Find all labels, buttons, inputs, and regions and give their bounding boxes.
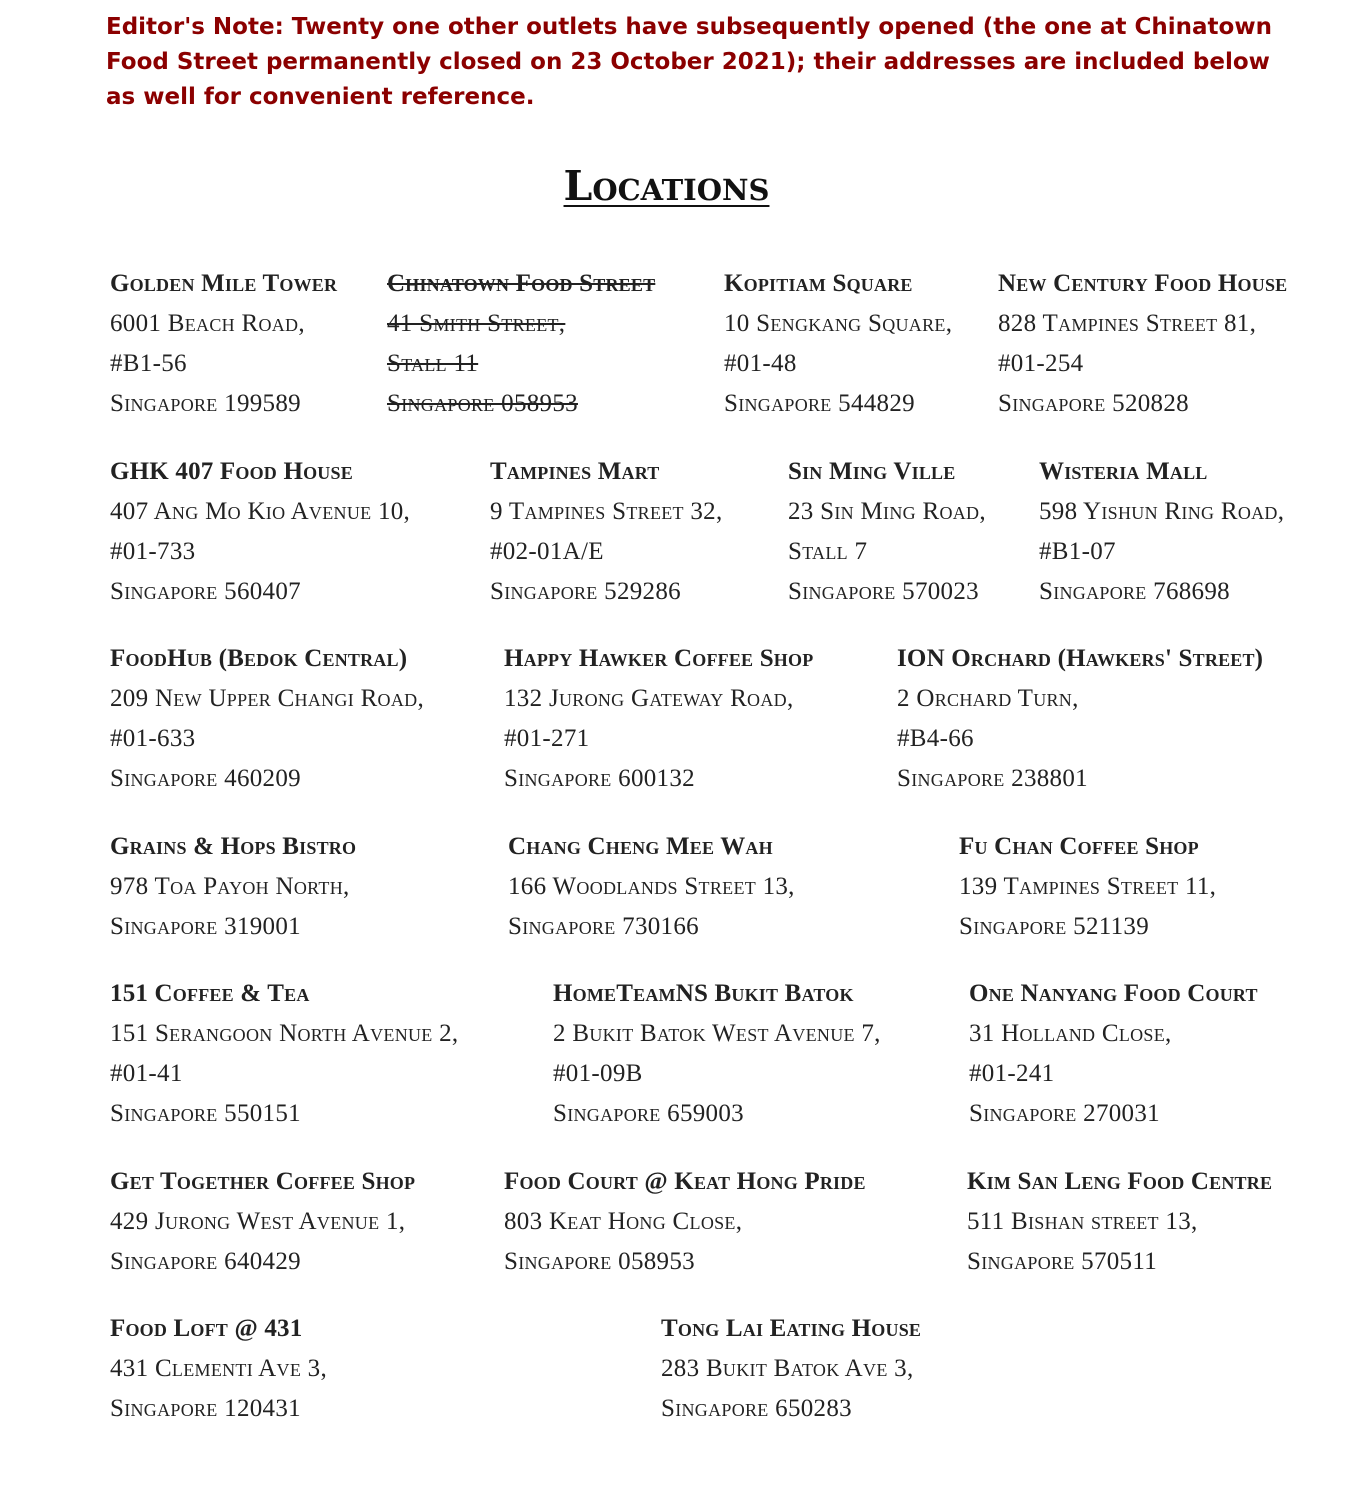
location-tampines-mart bbox=[490, 452, 723, 612]
location-name: Food Loft @ 431 bbox=[110, 1315, 303, 1342]
location-unit-line: #01-633 bbox=[110, 725, 196, 752]
location-address-line: 598 Yishun Ring Road, bbox=[1039, 498, 1285, 525]
location-postal-line: Singapore 270031 bbox=[969, 1100, 1160, 1127]
location-grains-hops-bistro bbox=[110, 827, 356, 947]
location-address-line: 41 Smith Street, bbox=[387, 310, 566, 337]
location-chinatown-food-street bbox=[387, 264, 655, 424]
location-name: FoodHub (Bedok Central) bbox=[110, 645, 408, 672]
location-address-line: 978 Toa Payoh North, bbox=[110, 873, 350, 900]
location-name: Chang Cheng Mee Wah bbox=[508, 833, 773, 860]
location-address-line: 511 Bishan street 13, bbox=[967, 1208, 1198, 1235]
location-postal-line: Singapore 460209 bbox=[110, 765, 301, 792]
locations-heading-text: Locations bbox=[563, 162, 770, 210]
location-fu-chan-coffee-shop bbox=[959, 827, 1216, 947]
location-postal-line: Singapore 570023 bbox=[788, 578, 979, 605]
location-name: Get Together Coffee Shop bbox=[110, 1168, 416, 1195]
location-name: Sin Ming Ville bbox=[788, 458, 956, 485]
location-name: Grains & Hops Bistro bbox=[110, 833, 357, 860]
location-kopitiam-square bbox=[724, 264, 952, 424]
location-postal-line: Singapore 058953 bbox=[387, 390, 578, 417]
location-postal-line: Singapore 560407 bbox=[110, 578, 301, 605]
location-address-line: 151 Serangoon North Avenue 2, bbox=[110, 1020, 459, 1047]
location-name: Happy Hawker Coffee Shop bbox=[504, 645, 814, 672]
location-unit-line: #01-254 bbox=[998, 350, 1084, 377]
location-name: Tong Lai Eating House bbox=[661, 1315, 922, 1342]
location-postal-line: Singapore 058953 bbox=[504, 1248, 695, 1275]
location-ion-orchard bbox=[897, 639, 1263, 799]
location-chang-cheng-mee-wah bbox=[508, 827, 795, 947]
location-postal-line: Singapore 650283 bbox=[661, 1395, 852, 1422]
location-postal-line: Singapore 199589 bbox=[110, 390, 301, 417]
location-unit-line: #01-241 bbox=[969, 1060, 1055, 1087]
location-postal-line: Singapore 550151 bbox=[110, 1100, 301, 1127]
location-unit-line: Stall 7 bbox=[788, 538, 868, 565]
location-unit-line: #01-41 bbox=[110, 1060, 183, 1087]
location-name: Food Court @ Keat Hong Pride bbox=[504, 1168, 866, 1195]
location-name: HomeTeamNS Bukit Batok bbox=[553, 980, 854, 1007]
location-postal-line: Singapore 730166 bbox=[508, 913, 699, 940]
location-postal-line: Singapore 120431 bbox=[110, 1395, 301, 1422]
location-unit-line: #01-48 bbox=[724, 350, 797, 377]
location-hometeamns-bukit-batok bbox=[553, 974, 881, 1134]
location-address-line: 6001 Beach Road, bbox=[110, 310, 305, 337]
location-address-line: 166 Woodlands Street 13, bbox=[508, 873, 795, 900]
location-address-line: 429 Jurong West Avenue 1, bbox=[110, 1208, 406, 1235]
location-unit-line: #B4-66 bbox=[897, 725, 974, 752]
location-name: Wisteria Mall bbox=[1039, 458, 1208, 485]
location-postal-line: Singapore 640429 bbox=[110, 1248, 301, 1275]
location-postal-line: Singapore 600132 bbox=[504, 765, 695, 792]
location-postal-line: Singapore 521139 bbox=[959, 913, 1150, 940]
location-unit-line: #B1-56 bbox=[110, 350, 187, 377]
location-name: 151 Coffee & Tea bbox=[110, 980, 310, 1007]
location-unit-line: #01-09B bbox=[553, 1060, 643, 1087]
location-postal-line: Singapore 238801 bbox=[897, 765, 1088, 792]
location-unit-line: #02-01A/E bbox=[490, 538, 604, 565]
location-postal-line: Singapore 659003 bbox=[553, 1100, 744, 1127]
location-address-line: 139 Tampines Street 11, bbox=[959, 873, 1217, 900]
location-address-line: 9 Tampines Street 32, bbox=[490, 498, 723, 525]
location-address-line: 431 Clementi Ave 3, bbox=[110, 1355, 328, 1382]
location-name: Chinatown Food Street bbox=[387, 270, 656, 297]
location-address-line: 803 Keat Hong Close, bbox=[504, 1208, 743, 1235]
location-postal-line: Singapore 319001 bbox=[110, 913, 301, 940]
location-postal-line: Singapore 570511 bbox=[967, 1248, 1158, 1275]
location-food-loft-431 bbox=[110, 1309, 327, 1429]
location-postal-line: Singapore 544829 bbox=[724, 390, 915, 417]
location-address-line: 132 Jurong Gateway Road, bbox=[504, 685, 794, 712]
location-name: New Century Food House bbox=[998, 270, 1288, 297]
location-postal-line: Singapore 520828 bbox=[998, 390, 1189, 417]
location-wisteria-mall bbox=[1039, 452, 1284, 612]
location-address-line: 2 Bukit Batok West Avenue 7, bbox=[553, 1020, 881, 1047]
location-get-together-coffee-shop bbox=[110, 1162, 415, 1282]
location-postal-line: Singapore 529286 bbox=[490, 578, 681, 605]
location-name: One Nanyang Food Court bbox=[969, 980, 1258, 1007]
location-tong-lai-eating-house bbox=[661, 1309, 921, 1429]
locations-heading bbox=[0, 162, 1333, 210]
location-name: Tampines Mart bbox=[490, 458, 660, 485]
location-foodhub-bedok-central bbox=[110, 639, 424, 799]
location-name: GHK 407 Food House bbox=[110, 458, 353, 485]
location-address-line: 2 Orchard Turn, bbox=[897, 685, 1079, 712]
location-address-line: 283 Bukit Batok Ave 3, bbox=[661, 1355, 914, 1382]
location-food-court-keat-hong-pride bbox=[504, 1162, 866, 1282]
location-name: Kopitiam Square bbox=[724, 270, 913, 297]
location-one-nanyang-food-court bbox=[969, 974, 1258, 1134]
location-name: ION Orchard (Hawkers' Street) bbox=[897, 645, 1264, 672]
location-address-line: 828 Tampines Street 81, bbox=[998, 310, 1257, 337]
location-sin-ming-ville bbox=[788, 452, 986, 612]
location-unit-line: #B1-07 bbox=[1039, 538, 1116, 565]
location-address-line: 407 Ang Mo Kio Avenue 10, bbox=[110, 498, 411, 525]
location-address-line: 31 Holland Close, bbox=[969, 1020, 1172, 1047]
location-postal-line: Singapore 768698 bbox=[1039, 578, 1230, 605]
location-happy-hawker-coffee-shop bbox=[504, 639, 813, 799]
location-kim-san-leng-food-centre bbox=[967, 1162, 1272, 1282]
location-address-line: 23 Sin Ming Road, bbox=[788, 498, 986, 525]
location-unit-line: #01-271 bbox=[504, 725, 590, 752]
location-unit-line: #01-733 bbox=[110, 538, 196, 565]
location-address-line: 209 New Upper Changi Road, bbox=[110, 685, 425, 712]
location-name: Fu Chan Coffee Shop bbox=[959, 833, 1199, 860]
location-unit-line: Stall 11 bbox=[387, 350, 479, 377]
location-name: Kim San Leng Food Centre bbox=[967, 1168, 1273, 1195]
location-name: Golden Mile Tower bbox=[110, 270, 338, 297]
location-ghk-407-food-house bbox=[110, 452, 410, 612]
location-golden-mile-tower bbox=[110, 264, 337, 424]
location-new-century-food-house bbox=[998, 264, 1287, 424]
location-address-line: 10 Sengkang Square, bbox=[724, 310, 953, 337]
location-151-coffee-tea bbox=[110, 974, 458, 1134]
editors-note: Editor's Note: Twenty one other outlets have subsequently opened (the one at Chinatown Food Street permanently closed on 23 October 2021); their addresses are included below as well for convenient reference. bbox=[106, 14, 1272, 110]
